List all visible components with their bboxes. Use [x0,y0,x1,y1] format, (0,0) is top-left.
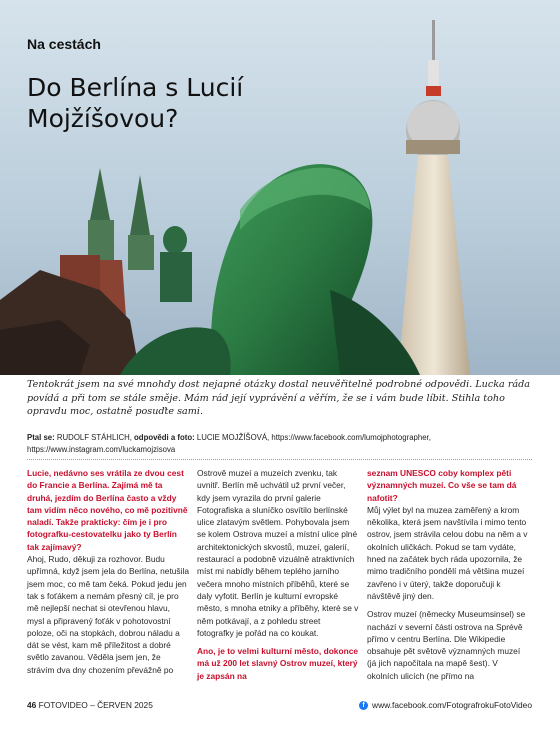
question-1: Lucie, nedávno ses vrátila ze dvou cest do Francie a Berlína. Zajímá mě ta druhá, jezdím do Berlína často a vždy tam vidím něco nového, co mě pozitivně naladí. Takže prakticky: čím je i pro fotografku-cestovatelku jako ty Berlín tak zajímavý? [27,468,188,552]
credits-answers-author: LUCIE MOJŽÍŠOVÁ, [196,433,270,442]
article-title: Do Berlína s Lucií Mojžíšovou? [27,73,244,133]
lead-paragraph: Tentokrát jsem na své mnohdy dost nejapné otázky dostal neuvěřitelně podrobné odpovědi. Lucka ráda povídá a při tom se stále směje. Mám rád její vyprávění a věřím, že se i vám bude líbit. Stihla toho opravdu moc, ostatně posuďte sami. [27,379,530,417]
magazine-issue: FOTOVIDEO – ČERVEN 2025 [38,700,153,710]
footer-left [27,700,153,710]
column-1 [27,467,189,682]
divider [27,459,532,460]
question-2-part-1: Ano, je to velmi kulturní město, dokonce má už 200 let slavný Ostrov muzeí, který je zapsán na [197,646,359,681]
credits-links[interactable]: https://www.facebook.com/lumojphotographer, https://www.instagram.com/luckamojzisova [27,433,431,454]
answer-3: Ostrov muzeí (německy Museumsinsel) se nachází v severní části ostrova na Sprévě přímo v centru Berlína. Dle Wikipedie obsahuje pět světově významných muzeí (já jich napočítala na mapě šest). V okolních ulicích (ne přímo na [367,609,526,681]
answer-2: Můj výlet byl na muzea zaměřený a krom několika, která jsem navštívila i mimo tento ostrov, jsem strávila celou dobu na něm a v okolních uličkách. Pokud se tam vydáte, hned na začátek bych ráda upozornila, že mimo tradičního pondělí má většina muzeí zavřeno i v úterý, takže doporučuji k návštěvě jiný den. [367,504,528,601]
facebook-link[interactable]: www.facebook.com/FotografrokuFotoVideo [372,700,532,710]
footer-right [359,700,532,710]
section-label: Na cestách [27,36,101,52]
answer-1-part-1: Ahoj, Rudo, děkuji za rozhovor. Budu upřímná, když jsem jela do Berlína, netušila jsem moc, co mě tam čeká. Pokud jedu jen tak s foťákem a nemám přesný cíl, je pro mě nejlepší nechat si otevřenou hlavu, mysl a připravený foťák v pohotovostní poloze, oči na stopkách, dobrou náladu a dát se vést, kam mě příležitost a dobré světlo zavanou. Věděla jsem jen, že strávím dva dny chozením převážně po [27,554,189,675]
question-2-part-2: seznam UNESCO coby komplex pěti významných muzeí. Co vše se tam dá nafotit? [367,468,517,503]
page-number: 46 [27,700,37,710]
credits-answers-label: odpovědi a foto: [134,433,195,442]
column-2 [197,467,359,682]
answer-1-part-2: Ostrově muzeí a muzeích zvenku, tak uvnitř. Berlín mě uchvátil už první večer, kdy jsem vyrazila do první galerie Fotografiska a sluníčko osvítilo berlínské ulice zlatavým světlem. Pohybovala jsem se kolem Ostrova muzeí a místní ulice plné architektonických skvostů, muzeí, galerií, restaurací a podobně vizuálně atraktivních míst mi nabídly během teplého jarního večera mnoho místních příběhů, které se daly vyfotit. Berlín je kulturní evropské město, s mnoha etniky a příběhy, které se v něm potkávají, a z pohledu street fotografky je pořád na co koukat. [197,468,359,638]
column-3 [367,467,529,688]
facebook-icon: f [359,701,368,710]
page-footer [27,700,532,714]
credits-text-author: RUDOLF STÁHLICH, [56,433,132,442]
credits [27,432,532,455]
credits-text-label: Ptal se: [27,433,55,442]
